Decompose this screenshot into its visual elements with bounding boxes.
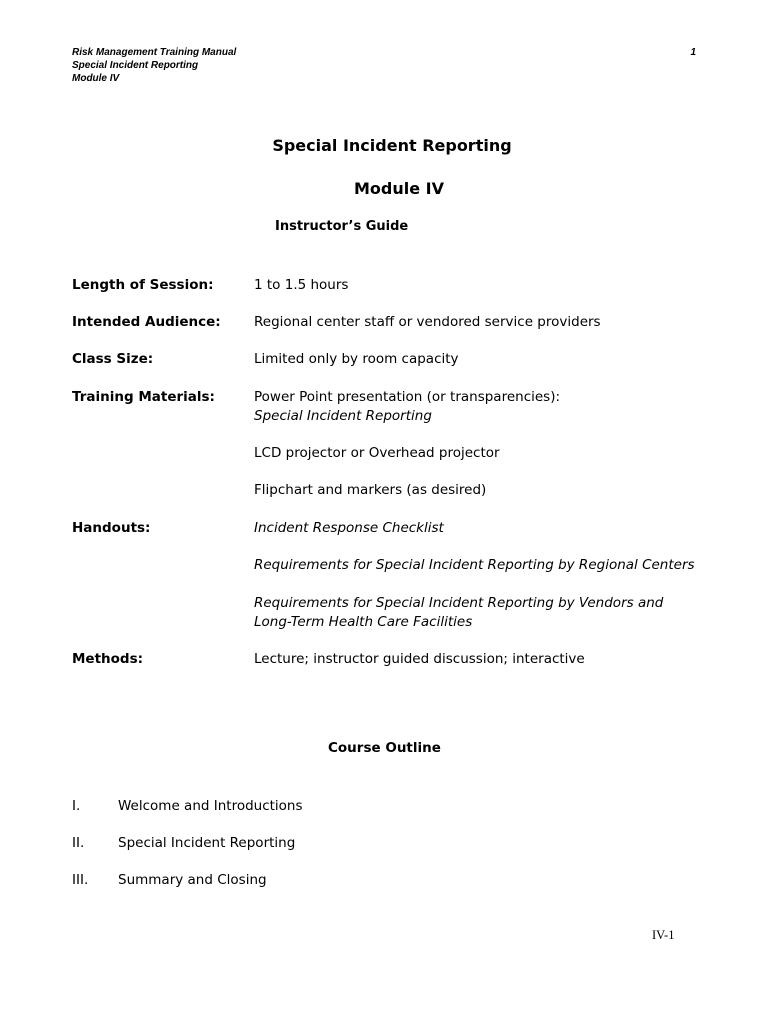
handouts-item-1: Incident Response Checklist [254,520,444,536]
methods-label: Methods: [72,651,144,667]
length-value-text: 1 to 1.5 hours [254,277,349,293]
audience-value [254,313,704,332]
outline-item-text: Welcome and Introductions [118,798,303,814]
header-page-number: 1 [690,47,696,58]
materials-label: Training Materials: [72,389,215,405]
length-label: Length of Session: [72,277,214,293]
course-outline-title: Course Outline [328,740,441,756]
class-size-value [254,350,704,369]
handouts-value-2 [254,556,704,575]
header-manual-title: Risk Management Training Manual [72,47,237,58]
handouts-value [254,519,704,538]
audience-label: Intended Audience: [72,314,221,330]
materials-value [254,388,704,425]
outline-item-number: I. [72,798,81,814]
header-module: Module IV [72,73,120,84]
materials-value-2 [254,444,704,463]
methods-value [254,650,704,669]
handouts-value-3 [254,594,704,631]
class-size-value-text: Limited only by room capacity [254,351,459,367]
methods-value-text: Lecture; instructor guided discussion; interactive [254,651,585,667]
footer-page-label: IV-1 [652,928,675,942]
class-size-label: Class Size: [72,351,154,367]
handouts-item-3-line-2: Long-Term Health Care Facilities [254,613,473,630]
materials-item-2: LCD projector or Overhead projector [254,445,500,461]
materials-item-1-line-2: Special Incident Reporting [254,407,432,424]
running-header [72,46,696,85]
audience-value-text: Regional center staff or vendored service providers [254,314,601,330]
module-title: Module IV [354,179,444,198]
outline-item-text: Special Incident Reporting [118,835,296,851]
guide-title: Instructor’s Guide [275,219,409,234]
materials-value-3 [254,481,704,500]
document-title: Special Incident Reporting [272,136,512,155]
header-section-title: Special Incident Reporting [72,60,199,71]
materials-item-3: Flipchart and markers (as desired) [254,482,487,498]
handouts-label: Handouts: [72,520,151,536]
outline-item-number: III. [72,872,89,888]
handouts-item-3-line-1: Requirements for Special Incident Reporting by Vendors and [254,595,664,611]
length-value [254,276,704,295]
outline-item-number: II. [72,835,85,851]
handouts-item-2: Requirements for Special Incident Reporting by Regional Centers [254,557,695,573]
materials-item-1-line-1: Power Point presentation (or transparencies): [254,389,561,405]
outline-item-text: Summary and Closing [118,872,267,888]
